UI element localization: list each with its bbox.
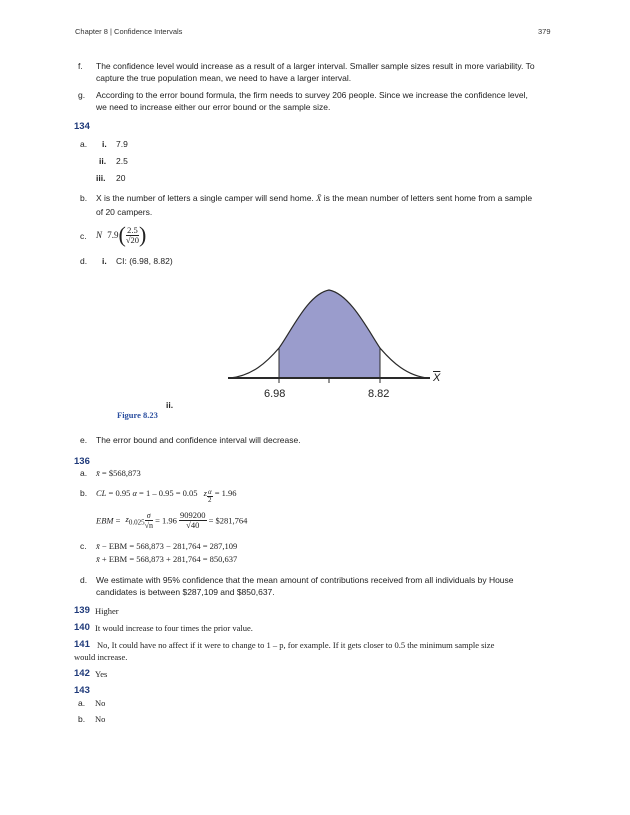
ebm-numerator: 909200: [180, 510, 206, 520]
p134-d-ci: CI: (6.98, 8.82): [116, 256, 173, 266]
p142-answer: Yes: [95, 669, 108, 679]
item-f-label: f.: [78, 61, 83, 71]
p134-a-iii-label: iii.: [96, 173, 106, 183]
ebm-symbol: EBM: [96, 515, 114, 526]
problem-136-number: 136: [74, 456, 90, 467]
p136-a-line: [96, 467, 141, 479]
p136-a-label: a.: [80, 468, 88, 478]
lower-bound-calc: − EBM = 568,873 − 281,764 = 287,109: [101, 541, 238, 551]
p134-e-label: e.: [80, 435, 88, 445]
p141-answer-line2: would increase.: [74, 652, 128, 662]
p136-c-label: c.: [80, 541, 87, 551]
p136-d-line2: candidates is between $287,109 and $850,637.: [96, 587, 275, 597]
xbar-symbol: x̄: [96, 554, 100, 564]
ebm-equation: [96, 511, 247, 530]
p141-answer-line1: No, It could have no affect if it were to change to 1 – p, for example. If it gets closer to 0.5 the minimum sample size: [97, 640, 495, 650]
z-sub-alpha: α: [207, 488, 212, 496]
ebm-sqrt-n: √n: [144, 521, 153, 530]
p134-b-line1: [96, 192, 532, 204]
p136-d-label: d.: [80, 575, 88, 585]
c-sd: 2.5: [127, 224, 138, 235]
x-axis-label: $\overline{X}$: [433, 372, 441, 384]
p139-answer: Higher: [95, 606, 119, 616]
p134-c-distribution: N 7.9( $\frac{2.5}{√20}$ ): [96, 222, 147, 247]
problem-140-number: 140: [74, 622, 90, 633]
running-header: Chapter 8 | Confidence Intervals: [75, 27, 183, 36]
p134-b-line1b: is the mean number of letters sent home from a sample: [323, 193, 533, 203]
item-g-line2: we need to increase either our error bound or the sample size.: [96, 102, 331, 112]
problem-142-number: 142: [74, 668, 90, 679]
z-value: = 1.96: [214, 488, 237, 498]
ebm-eq: =: [115, 515, 121, 526]
p134-e-text: The error bound and confidence interval will decrease.: [96, 435, 301, 445]
p136-c-line1: [96, 540, 237, 552]
page-number: 379: [538, 27, 551, 36]
problem-141-number: 141: [74, 639, 90, 650]
p136-a-value: = $568,873: [101, 468, 141, 478]
p134-a-i-value: 7.9: [116, 139, 128, 149]
problem-134-number: 134: [74, 121, 90, 132]
figure-caption: Figure 8.23: [117, 410, 158, 420]
p134-b-line2: of 20 campers.: [96, 207, 153, 217]
ebm-mid: = 1.96: [155, 515, 177, 526]
z-sub-2: 2: [208, 496, 212, 504]
p134-a-i-label: i.: [102, 139, 107, 149]
p143-a-label: a.: [78, 698, 86, 708]
item-f-line1: The confidence level would increase as a result of a larger interval. Smaller sample sizes result in more variability. To: [96, 61, 535, 71]
item-f-line2: capture the true population mean, we need to have a larger interval.: [96, 73, 352, 83]
alpha-value: = 1 – 0.95 = 0.05: [139, 488, 198, 498]
p134-b-label: b.: [80, 193, 88, 203]
ebm-z: z: [125, 513, 129, 524]
p134-d-i-label: i.: [102, 256, 107, 266]
item-g-line1: According to the error bound formula, the firm needs to survey 206 people. Since we increase the confidence level,: [96, 90, 528, 100]
ebm-result: = $281,764: [208, 515, 248, 526]
p134-c-label: c.: [80, 231, 87, 241]
z-symbol: z: [203, 488, 207, 498]
xbar-symbol: x̄: [96, 468, 100, 478]
p134-a-ii-label: ii.: [99, 156, 107, 166]
c-sqrt-n: √20: [125, 234, 140, 245]
p143-a-answer: No: [95, 698, 106, 708]
p134-a-ii-value: 2.5: [116, 156, 128, 166]
p136-d-line1: We estimate with 95% confidence that the mean amount of contributions received from all individuals by House: [96, 575, 514, 585]
p134-d-ii-label: ii.: [166, 400, 174, 410]
p143-b-answer: No: [95, 714, 106, 724]
p136-b-label: b.: [80, 488, 88, 498]
ebm-sigma: σ: [145, 511, 153, 521]
cl-value: = 0.95: [108, 488, 131, 498]
p134-a-label: a.: [80, 139, 88, 149]
ebm-denominator: √40: [186, 520, 200, 530]
left-bound-label: 6.98: [264, 388, 286, 400]
normal-curve-figure: [222, 282, 452, 402]
p136-b-line: [96, 487, 237, 504]
p140-answer: It would increase to four times the prior value.: [95, 623, 253, 633]
p134-b-line1a: X is the number of letters a single camper will send home.: [96, 193, 314, 203]
ebm-z-sub: 0.025: [128, 518, 145, 527]
upper-bound-calc: + EBM = 568,873 + 281,764 = 850,637: [101, 554, 238, 564]
problem-143-number: 143: [74, 685, 90, 696]
right-bound-label: 8.82: [368, 388, 390, 400]
p136-c-line2: [96, 553, 237, 565]
c-mean: 7.9: [107, 230, 119, 240]
shaded-ci-region: [279, 290, 380, 378]
xbar-symbol: x̄: [96, 541, 100, 551]
alpha-symbol: α: [132, 488, 137, 498]
p143-b-label: b.: [78, 714, 86, 724]
item-g-label: g.: [78, 90, 86, 100]
p134-d-label: d.: [80, 256, 88, 266]
cl-symbol: CL: [96, 488, 107, 498]
p134-a-iii-value: 20: [116, 173, 126, 183]
xbar-symbol: X̄: [316, 193, 322, 203]
problem-139-number: 139: [74, 605, 90, 616]
normal-N: N: [96, 230, 103, 240]
